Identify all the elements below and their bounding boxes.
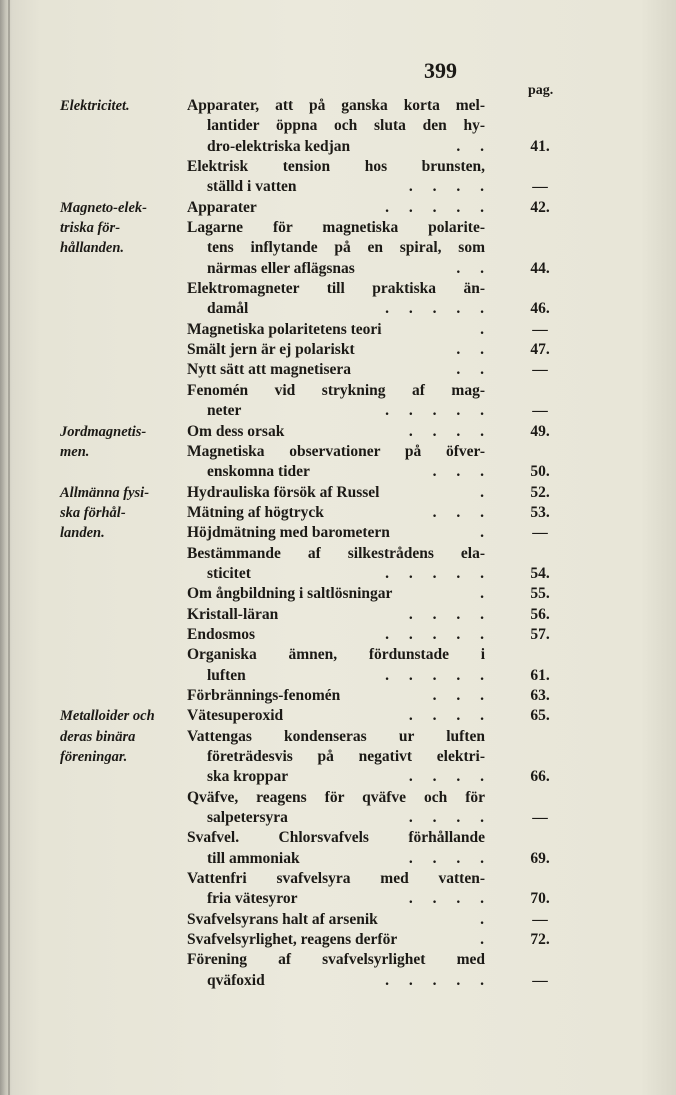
entry-text: Smält jern är ej polariskt	[187, 341, 355, 359]
entry-text: Vätesuperoxid	[187, 707, 284, 725]
entry-text: Hydrauliska försök af Russel	[187, 483, 380, 501]
toc-entry-line	[0, 381, 676, 401]
entry-text: damål	[207, 300, 249, 318]
page-reference: 47.	[530, 341, 550, 359]
leader-dots: .	[480, 483, 485, 501]
entry-text: Elektrisk tension hos brunsten,	[187, 158, 485, 176]
toc-entry-line	[0, 259, 676, 279]
page-reference: 49.	[530, 422, 550, 440]
entry-text: Om dess orsak	[187, 422, 285, 440]
entry-text: Endosmos	[187, 625, 256, 643]
toc-entry-line	[0, 198, 676, 218]
toc-entry-line	[0, 950, 676, 970]
toc-entry-line	[0, 116, 676, 136]
toc-entry-line	[0, 971, 676, 991]
toc-entry-line	[0, 808, 676, 828]
entry-text: Svafvelsyrans halt af arsenik	[187, 910, 378, 928]
toc-entry-line	[0, 686, 676, 706]
leader-dots: . . . .	[408, 707, 485, 725]
leader-dots: . . . .	[408, 809, 485, 827]
section-label: triska för-	[60, 220, 121, 237]
leader-dots: . . .	[432, 686, 485, 704]
leader-dots: . . . . .	[385, 300, 485, 318]
leader-dots: . . . . .	[385, 402, 485, 420]
page-reference: 65.	[530, 707, 550, 725]
leader-dots: . . . . .	[385, 564, 485, 582]
page-reference: 63.	[530, 686, 550, 704]
page-reference: —	[532, 178, 548, 196]
toc-entry-line	[0, 523, 676, 543]
page-reference: 52.	[530, 483, 550, 501]
entry-text: Mätning af högtryck	[187, 503, 324, 521]
toc-entry-line	[0, 442, 676, 462]
toc-entry-line	[0, 605, 676, 625]
entry-text: luften	[207, 666, 246, 684]
entry-text: enskomna tider	[207, 463, 310, 481]
page-reference: 70.	[530, 890, 550, 908]
entry-text: Svafvelsyrlighet, reagens derför	[187, 931, 398, 949]
leader-dots: . . . .	[408, 849, 485, 867]
section-label: ska förhål-	[60, 504, 126, 521]
page-reference: —	[532, 971, 548, 989]
toc-entry-line	[0, 503, 676, 523]
toc-entry-line	[0, 645, 676, 665]
toc-entry-line	[0, 706, 676, 726]
section-label: Metalloider och	[60, 708, 155, 725]
toc-entry-line	[0, 788, 676, 808]
page-reference: —	[532, 809, 548, 827]
entry-text: Elektromagneter till praktiska än-	[187, 280, 485, 298]
entry-text: dro-elektriska kedjan	[207, 137, 351, 155]
toc-entry-line	[0, 666, 676, 686]
leader-dots: . . . .	[408, 890, 485, 908]
entry-text: qväfoxid	[207, 971, 265, 989]
toc-entry-line	[0, 422, 676, 442]
page-reference: 41.	[530, 137, 550, 155]
toc-entry-line	[0, 767, 676, 787]
toc-entry-line	[0, 930, 676, 950]
leader-dots: . . . .	[408, 768, 485, 786]
leader-dots: .	[480, 910, 485, 928]
entry-text: till ammoniak	[207, 849, 300, 867]
toc-entry-line	[0, 401, 676, 421]
section-label: landen.	[60, 525, 105, 542]
toc-entry-line	[0, 544, 676, 564]
entry-text: Apparater, att på ganska korta mel-	[187, 97, 485, 114]
entry-text: Apparater	[187, 198, 257, 216]
entry-text: Fenomén vid strykning af mag-	[187, 381, 485, 399]
page-reference: 42.	[530, 198, 550, 216]
leader-dots: .	[480, 524, 485, 542]
page-reference: —	[532, 402, 548, 420]
entry-text: Qväfve, reagens för qväfve och för	[187, 788, 485, 806]
entry-text: Förening af svafvelsyrlighet med	[187, 951, 485, 969]
entry-text: Organiska ämnen, fördunstade i	[187, 646, 485, 664]
page-reference: 44.	[530, 259, 550, 277]
leader-dots: .	[480, 320, 485, 338]
toc-entry-line	[0, 625, 676, 645]
toc-entry-line	[0, 279, 676, 299]
entry-text: Vattengas kondenseras ur luften	[187, 727, 485, 745]
section-label: Magneto-elek-	[60, 199, 147, 216]
entry-text: ska kroppar	[207, 768, 289, 786]
entry-text: närmas eller aflägsnas	[207, 259, 355, 277]
leader-dots: . . .	[432, 463, 485, 481]
leader-dots: . . . .	[408, 178, 485, 196]
page-reference: 56.	[530, 605, 550, 623]
leader-dots: . .	[456, 341, 485, 359]
page-reference: 53.	[530, 503, 550, 521]
entry-text: Om ångbildning i saltlösningar	[187, 585, 393, 603]
leader-dots: . . . . .	[385, 198, 485, 216]
page-reference: 69.	[530, 849, 550, 867]
toc-entry-line	[0, 360, 676, 380]
leader-dots: . . . .	[408, 605, 485, 623]
entry-text: lantider öppna och sluta den hy-	[207, 117, 485, 135]
page-reference: —	[532, 524, 548, 542]
entry-text: salpetersyra	[207, 809, 288, 827]
section-label: men.	[60, 443, 90, 460]
toc-entry-line	[0, 218, 676, 238]
toc-entry-line	[0, 564, 676, 584]
entry-text: Nytt sätt att magnetisera	[187, 361, 351, 379]
page-reference: —	[532, 320, 548, 338]
section-label: föreningar.	[60, 749, 128, 765]
page-reference: 61.	[530, 666, 550, 684]
entry-text: fria vätesyror	[207, 890, 298, 908]
page-reference: 66.	[530, 768, 550, 786]
section-label: Jordmagnetis-	[60, 423, 147, 440]
leader-dots: . .	[456, 361, 485, 379]
section-label: hållanden.	[60, 240, 125, 257]
page-reference: 50.	[530, 463, 550, 481]
entry-text: neter	[207, 402, 242, 420]
leader-dots: . . .	[432, 503, 485, 521]
leader-dots: . . . . .	[385, 625, 485, 643]
toc-entry-line	[0, 747, 676, 767]
toc-entry-line	[0, 340, 676, 360]
entry-text: Vattenfri svafvelsyra med vatten-	[187, 870, 485, 888]
entry-text: tens inflytande på en spiral, som	[207, 239, 485, 257]
leader-dots: . .	[456, 259, 485, 277]
page-reference: 46.	[530, 300, 550, 318]
page-number: 399	[424, 58, 457, 83]
entry-text: Förbrännings-fenomén	[187, 686, 341, 704]
leader-dots: . .	[456, 137, 485, 155]
toc-entry-line	[0, 584, 676, 604]
table-of-contents	[0, 96, 676, 991]
toc-entry-line	[0, 157, 676, 177]
entry-text: Magnetiska observationer på öfver-	[187, 442, 485, 460]
page-reference: 54.	[530, 564, 550, 582]
entry-text: ställd i vatten	[207, 178, 297, 196]
leader-dots: . . . . .	[385, 666, 485, 684]
toc-entry-line	[0, 910, 676, 930]
entry-text: Höjdmätning med barometern	[187, 524, 390, 542]
toc-entry-line	[0, 299, 676, 319]
toc-entry-line	[0, 889, 676, 909]
entry-text: Lagarne för magnetiska polarite-	[187, 219, 485, 237]
toc-entry-line	[0, 177, 676, 197]
entry-text: Kristall-läran	[187, 605, 279, 623]
leader-dots: .	[480, 585, 485, 603]
toc-entry-line	[0, 727, 676, 747]
toc-entry-line	[0, 96, 676, 116]
section-label: deras binära	[60, 728, 136, 745]
page-reference: 57.	[530, 625, 550, 643]
page-column-header: pag.	[528, 83, 554, 98]
toc-entry-line	[0, 320, 676, 340]
page-reference: 55.	[530, 585, 550, 603]
leader-dots: . . . .	[408, 422, 485, 440]
page-reference: —	[532, 361, 548, 379]
toc-entry-line	[0, 137, 676, 157]
toc-entry-line	[0, 462, 676, 482]
section-label: Allmänna fysi-	[60, 484, 150, 501]
toc-entry-line	[0, 869, 676, 889]
section-label: Elektricitet.	[60, 98, 130, 114]
entry-text: företrädesvis på negativt elektri-	[207, 748, 485, 765]
entry-text: Bestämmande af silkestrådens ela-	[187, 544, 485, 562]
entry-text: sticitet	[207, 564, 251, 582]
toc-entry-line	[0, 849, 676, 869]
leader-dots: .	[480, 931, 485, 949]
entry-text: Svafvel. Chlorsvafvels förhållande	[187, 829, 485, 847]
leader-dots: . . . . .	[385, 971, 485, 989]
entry-text: Magnetiska polaritetens teori	[187, 320, 382, 338]
toc-entry-line	[0, 238, 676, 258]
page-reference: 72.	[530, 931, 550, 949]
page-reference: —	[532, 910, 548, 928]
toc-entry-line	[0, 483, 676, 503]
toc-entry-line	[0, 828, 676, 848]
